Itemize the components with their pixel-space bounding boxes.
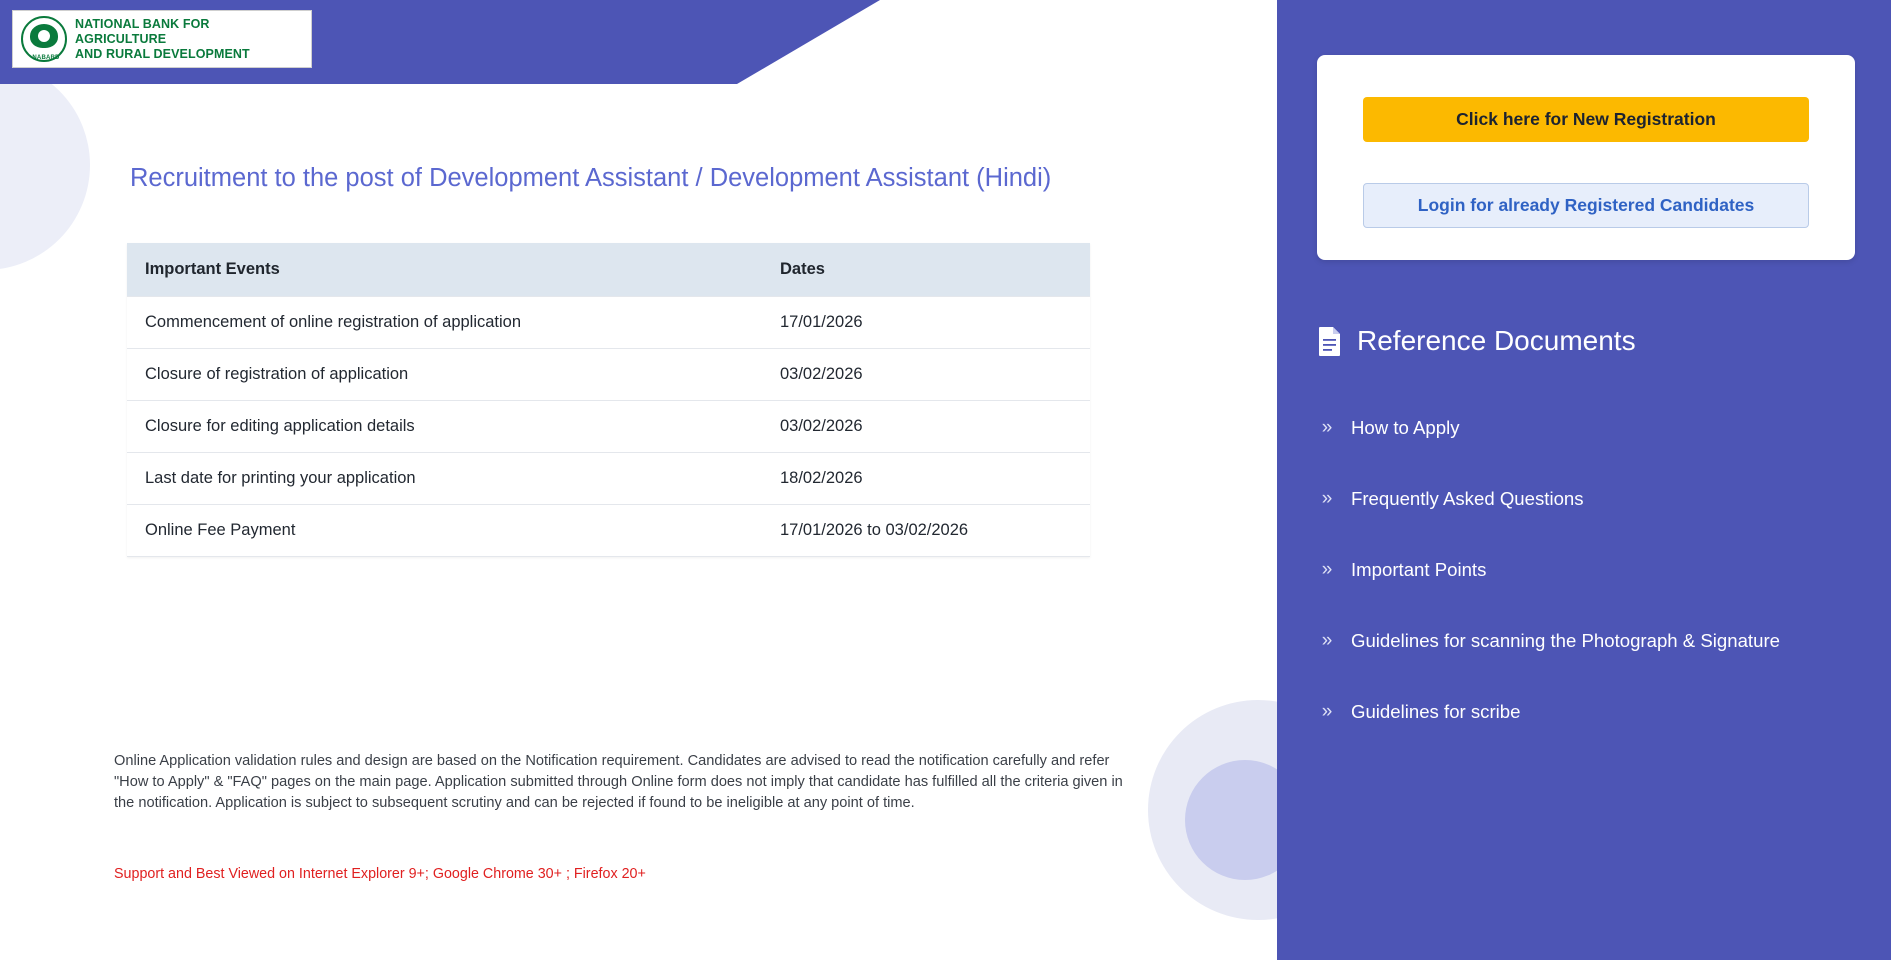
chevron-double-right-icon: » [1321,417,1333,438]
reference-document-how-to-apply[interactable] [1317,392,1887,463]
registration-card [1317,55,1855,260]
reference-document-label: Frequently Asked Questions [1351,487,1584,509]
nabard-logo-line2: AND RURAL DEVELOPMENT [75,46,250,61]
table-row [127,453,1090,505]
nabard-emblem-icon [21,16,67,62]
reference-document-faq[interactable] [1317,463,1887,534]
browser-support-note: Support and Best Viewed on Internet Explorer 9+; Google Chrome 30+ ; Firefox 20+ [114,866,646,883]
chevron-double-right-icon: » [1321,701,1333,722]
nabard-logo-text [75,17,303,62]
table-cell-event: Closure of registration of application [127,349,762,401]
table-cell-event: Commencement of online registration of application [127,297,762,349]
table-cell-date: 03/02/2026 [762,349,1090,401]
chevron-double-right-icon: » [1321,559,1333,580]
reference-documents-list [1317,392,1887,747]
table-row [127,297,1090,349]
decorative-circle [0,60,90,270]
new-registration-button[interactable]: Click here for New Registration [1363,97,1809,142]
reference-document-important-points[interactable] [1317,534,1887,605]
nabard-logo-line1: NATIONAL BANK FOR AGRICULTURE [75,16,210,46]
reference-document-label: Important Points [1351,558,1487,580]
document-icon [1317,326,1343,356]
reference-document-label: Guidelines for scribe [1351,700,1521,722]
table-row [127,505,1090,557]
login-registered-candidates-button[interactable]: Login for already Registered Candidates [1363,183,1809,228]
chevron-double-right-icon: » [1321,630,1333,651]
table-row [127,401,1090,453]
table-header-dates: Dates [762,243,1090,297]
table-cell-date: 03/02/2026 [762,401,1090,453]
reference-document-scanning-guidelines[interactable] [1317,605,1887,676]
reference-documents-title: Reference Documents [1357,325,1636,356]
table-cell-date: 17/01/2026 [762,297,1090,349]
table-header-events: Important Events [127,243,762,297]
right-panel [1277,0,1891,960]
table-cell-event: Closure for editing application details [127,401,762,453]
page-title: Recruitment to the post of Development Assistant / Development Assistant (Hindi) [130,164,1052,193]
table-header-row [127,243,1090,297]
table-cell-event: Last date for printing your application [127,453,762,505]
important-events-table [127,243,1090,557]
disclaimer-text: Online Application validation rules and design are based on the Notification requirement. Candidates are advised to read the notification carefully and refer "How to Apply" & "FAQ" pages on the main page. Application submitted through Online form does not imply that candidate has fulfilled all the criteria given in the notification. Application is subject to subsequent scrutiny and can be rejected if found to be ineligible at any point of time. [114,752,1123,811]
reference-document-label: Guidelines for scanning the Photograph & Signature [1351,629,1780,651]
chevron-double-right-icon: » [1321,488,1333,509]
table-cell-event: Online Fee Payment [127,505,762,557]
reference-documents-heading [1317,325,1636,357]
reference-document-scribe-guidelines[interactable] [1317,676,1887,747]
table-cell-date: 18/02/2026 [762,453,1090,505]
table-row [127,349,1090,401]
nabard-logo [12,10,312,68]
nabard-emblem-caption: NABARD [32,55,60,61]
reference-document-label: How to Apply [1351,416,1460,438]
table-cell-date: 17/01/2026 to 03/02/2026 [762,505,1090,557]
